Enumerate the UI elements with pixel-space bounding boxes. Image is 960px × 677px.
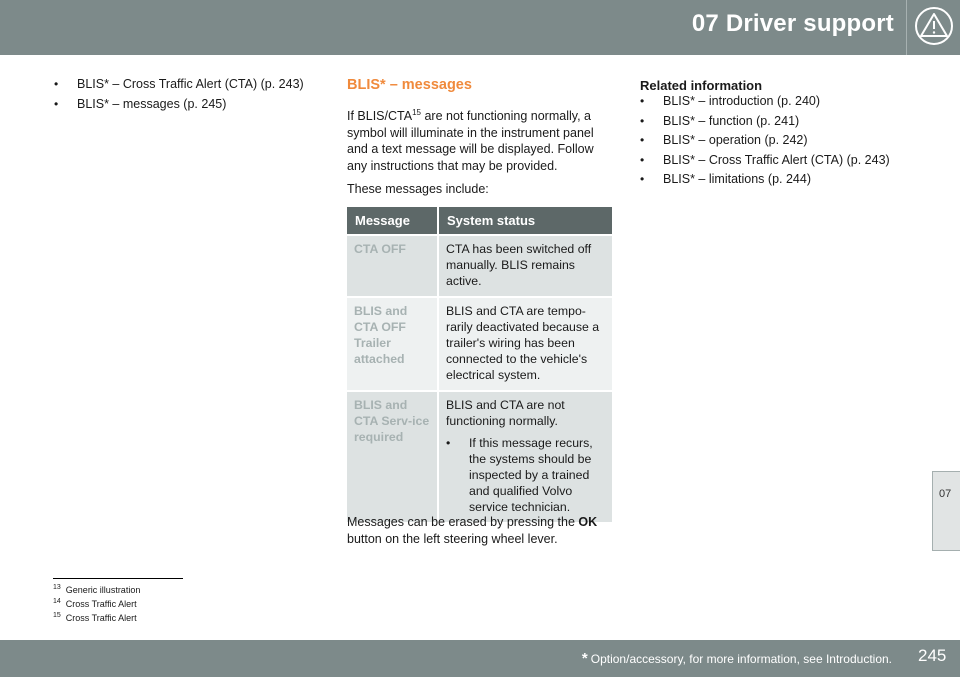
status-text: BLIS and CTA are not functioning normally. xyxy=(446,398,565,428)
erase-paragraph xyxy=(347,514,612,547)
link-text[interactable]: BLIS* – introduction (p. 240) xyxy=(663,94,821,108)
link-text[interactable]: BLIS* – Cross Traffic Alert (CTA) (p. 243) xyxy=(77,77,304,91)
erase-note xyxy=(347,514,612,547)
ok-button-label: OK xyxy=(578,515,598,529)
message-cell: CTA OFF xyxy=(347,235,438,297)
link-text[interactable]: BLIS* – Cross Traffic Alert (CTA) (p. 243) xyxy=(663,152,890,167)
section-title: BLIS* – messages xyxy=(347,77,472,93)
footer-note xyxy=(582,650,892,667)
bullet: • xyxy=(640,152,645,167)
list-item[interactable] xyxy=(54,97,324,112)
footnote-text: Cross Traffic Alert xyxy=(65,613,137,623)
chapter-tab-label: 07 xyxy=(939,488,952,500)
list-item[interactable] xyxy=(640,153,910,168)
column-header-message: Message xyxy=(347,207,438,235)
left-column xyxy=(54,77,324,116)
link-text[interactable]: BLIS* – function (p. 241) xyxy=(663,113,800,128)
table-row xyxy=(347,297,612,391)
footnote-text: Cross Traffic Alert xyxy=(65,599,137,609)
footnotes xyxy=(53,578,183,624)
footnote-number: 15 xyxy=(53,612,61,619)
link-text[interactable]: BLIS* – operation (p. 242) xyxy=(663,133,808,148)
list-item[interactable] xyxy=(640,94,910,109)
footer-note-text: Option/accessory, for more information, see Introduction. xyxy=(590,652,892,666)
table-row xyxy=(347,235,612,297)
footnote-text: Generic illustration xyxy=(65,585,141,595)
message-cell: BLIS and CTA OFF Trailer attached xyxy=(347,297,438,391)
header-icon-box xyxy=(906,0,960,55)
column-header-system-status: System status xyxy=(438,207,612,235)
table-header-row xyxy=(347,207,612,235)
status-bullet-text: If this message recurs, the systems should be inspected by a trained and qualified Volvo service technician. xyxy=(469,436,593,514)
list-item[interactable] xyxy=(640,172,910,187)
footnote xyxy=(53,582,183,596)
bullet: • xyxy=(640,133,645,148)
bullet: • xyxy=(640,172,645,187)
list-item[interactable] xyxy=(54,77,324,92)
footnote-number: 14 xyxy=(53,598,61,605)
middle-column xyxy=(347,77,612,197)
erase-prefix: Messages can be erased by pressing the xyxy=(347,515,579,529)
intro-paragraph xyxy=(347,105,612,175)
bullet: • xyxy=(640,94,645,108)
related-link-list xyxy=(640,94,910,187)
footnote xyxy=(53,596,183,610)
bullet: • xyxy=(640,113,645,128)
list-item[interactable] xyxy=(640,114,910,129)
right-column xyxy=(640,78,910,192)
warning-triangle-icon xyxy=(914,6,954,46)
bullet: • xyxy=(54,96,59,111)
related-info-title: Related information xyxy=(640,78,763,93)
footnote xyxy=(53,610,183,624)
messages-include-text: These messages include: xyxy=(347,181,489,196)
list-item[interactable] xyxy=(640,133,910,148)
intro-prefix: If BLIS/CTA xyxy=(347,109,413,124)
table-row xyxy=(347,391,612,522)
page-header xyxy=(0,0,960,55)
bullet: • xyxy=(446,436,451,450)
page-footer xyxy=(0,640,960,677)
link-text[interactable]: BLIS* – messages (p. 245) xyxy=(77,96,227,111)
link-text[interactable]: BLIS* – limitations (p. 244) xyxy=(663,172,811,187)
left-link-list xyxy=(54,77,324,112)
message-cell: BLIS and CTA Serv-ice required xyxy=(347,391,438,522)
page-number: 245 xyxy=(918,646,947,665)
erase-suffix: button on the left steering wheel lever. xyxy=(347,531,558,546)
option-star: * xyxy=(581,650,588,667)
status-cell: CTA has been switched off manually. BLIS remains active. xyxy=(438,235,612,297)
bullet: • xyxy=(54,77,59,91)
status-cell: BLIS and CTA are tempo-rarily deactivated because a trailer's wiring has been connected to the vehicle's electrical system. xyxy=(438,297,612,391)
footnote-ref[interactable]: 15 xyxy=(412,108,421,117)
status-bullet xyxy=(446,435,605,515)
chapter-tab[interactable] xyxy=(932,471,960,551)
chapter-title: 07 Driver support xyxy=(691,10,894,37)
messages-table xyxy=(347,207,612,522)
intro-suffix: are not functioning normally, a symbol will illuminate in the instrument panel and a text message will be displayed. Follow any instructions that may be provided. xyxy=(347,109,594,173)
footnote-number: 13 xyxy=(53,584,61,591)
status-cell xyxy=(438,391,612,522)
